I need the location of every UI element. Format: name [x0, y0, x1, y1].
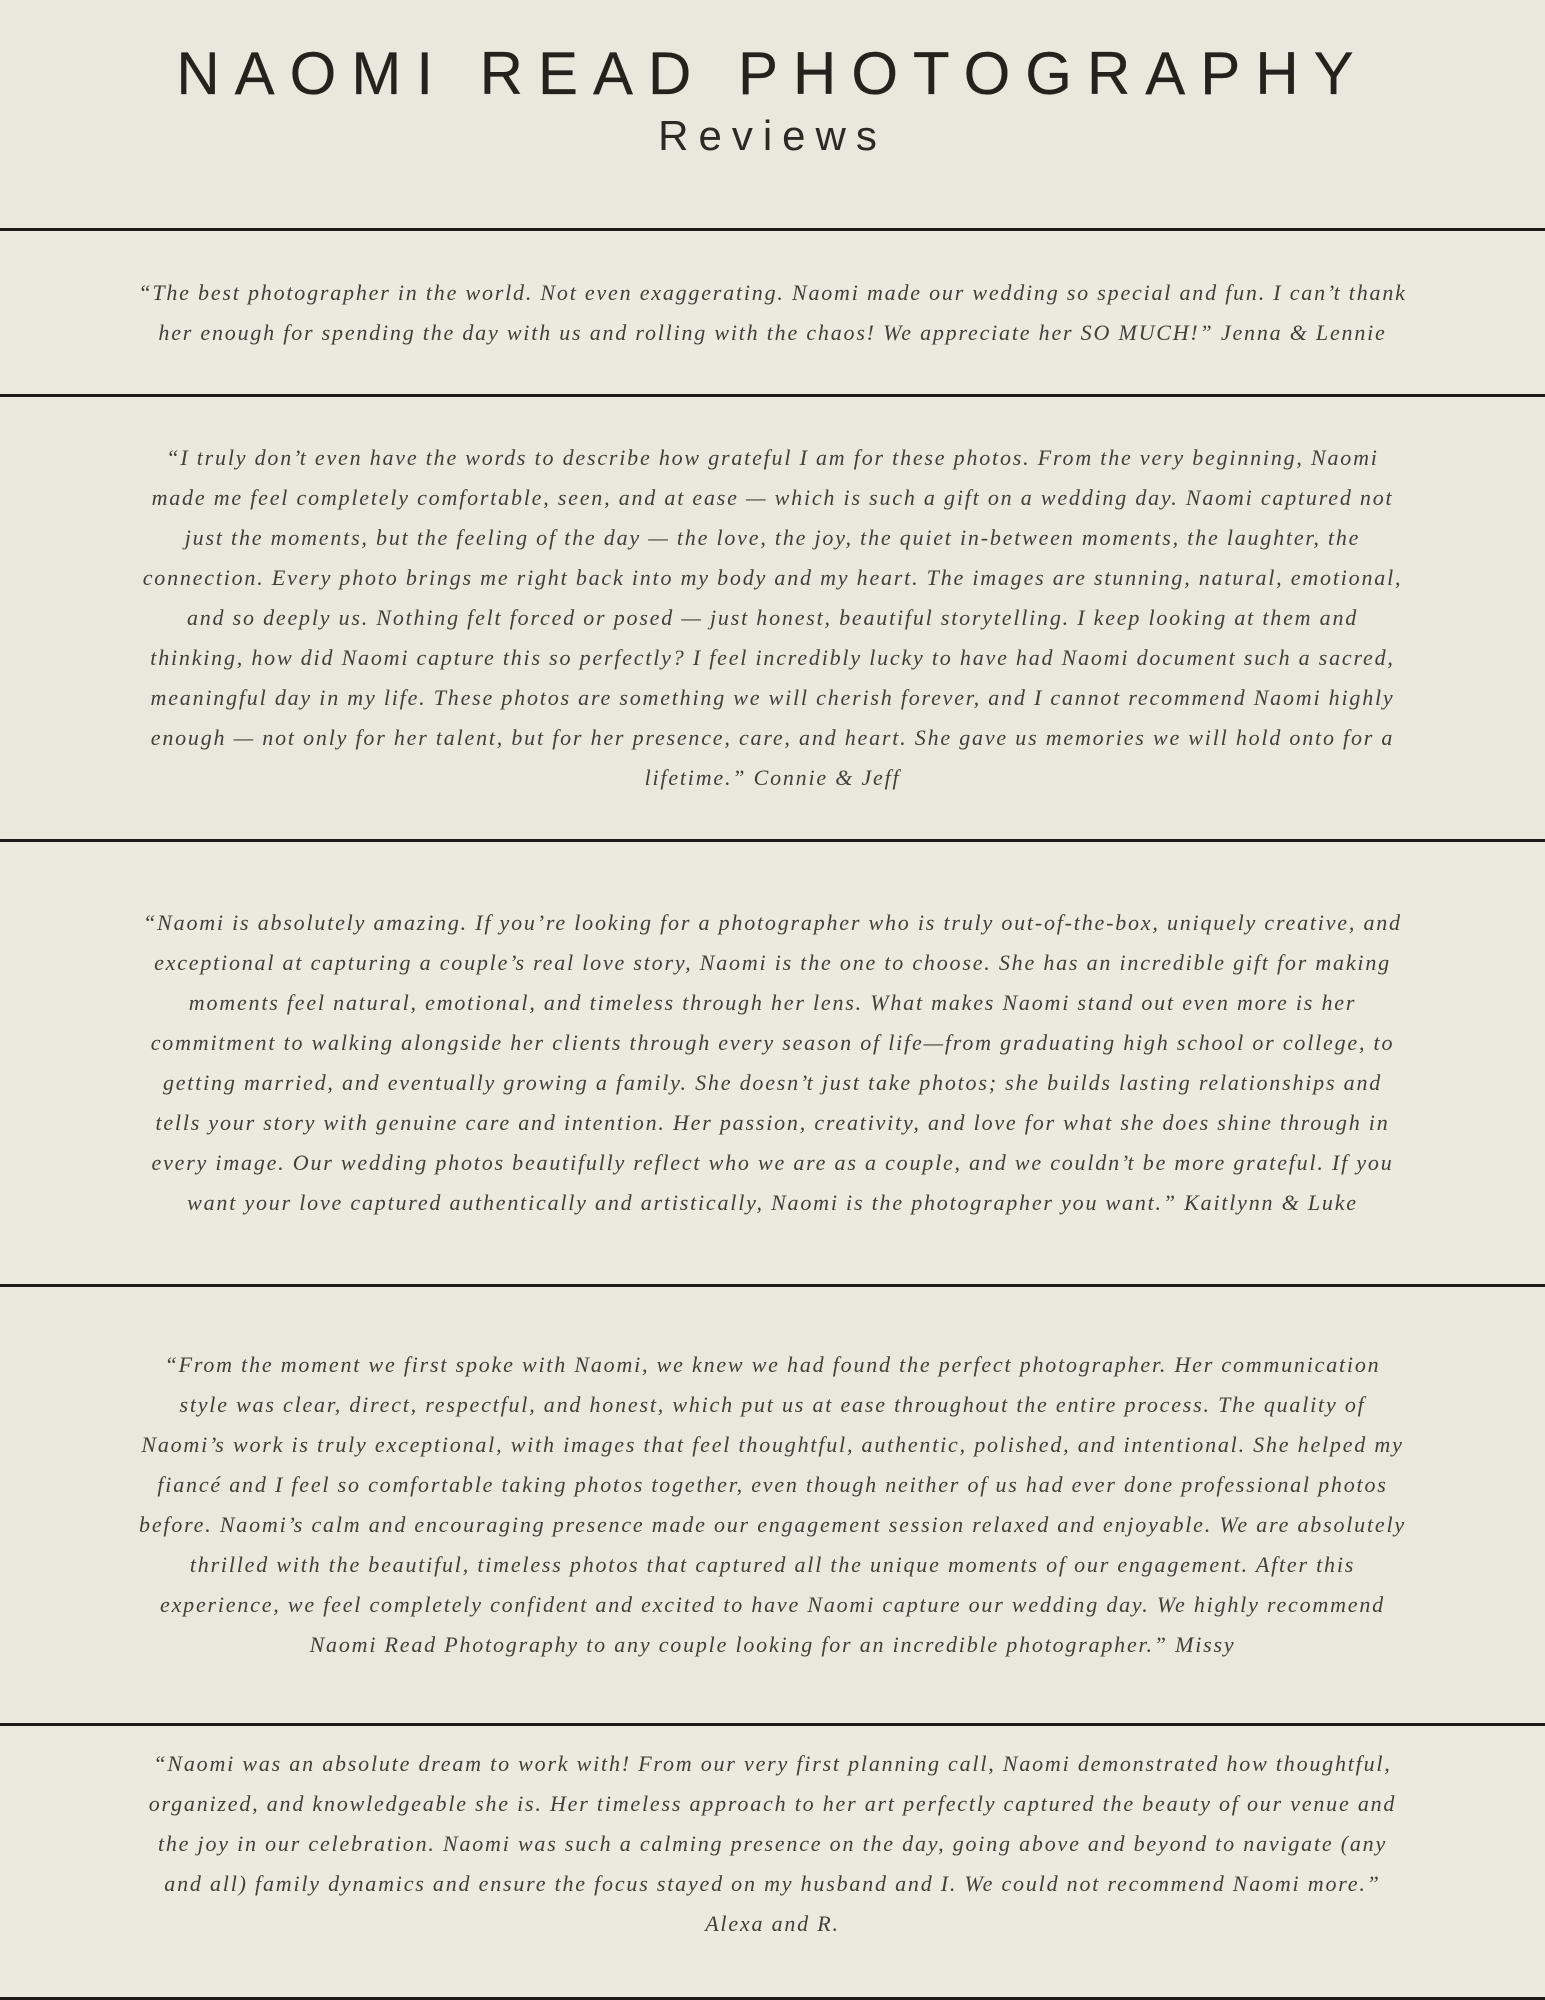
review-section-2 [0, 397, 1545, 839]
review-section-4 [0, 1287, 1545, 1723]
review-text-4: “From the moment we first spoke with Naomi, we knew we had found the perfect photographer. Her communication style was clear, direct, respectful, and honest, which put us at ease throughout the entire process. The quality of Naomi’s work is truly exceptional, with images that feel thoughtful, authentic, polished, and intentional. She helped my fiancé and I feel so comfortable taking photos together, even though neither of us had ever done professional photos before. Naomi’s calm and encouraging presence made our engagement session relaxed and enjoyable. We are absolutely thrilled with the beautiful, timeless photos that captured all the unique moments of our engagement. After this experience, we feel completely confident and excited to have Naomi capture our wedding day. We highly recommend Naomi Read Photography to any couple looking for an incredible photographer.” Missy [139, 1352, 1406, 1657]
review-text-3: “Naomi is absolutely amazing. If you’re looking for a photographer who is truly out-of-the-box, uniquely creative, and exceptional at capturing a couple’s real love story, Naomi is the one to choose. She has an incredible gift for making moments feel natural, emotional, and timeless through her lens. What makes Naomi stand out even more is her commitment to walking alongside her clients through every season of life—from graduating high school or college, to getting married, and eventually growing a family. She doesn’t just take photos; she builds lasting relationships and tells your story with genuine care and intention. Her passion, creativity, and love for what she does shine through in every image. Our wedding photos beautifully reflect who we are as a couple, and we couldn’t be more grateful. If you want your love captured authentically and artistically, Naomi is the photographer you want.” Kaitlynn & Luke [143, 910, 1402, 1215]
page-header [0, 0, 1545, 228]
review-section-5 [0, 1726, 1545, 1997]
review-section-3 [0, 842, 1545, 1284]
review-section-1 [0, 231, 1545, 394]
review-text-5: “Naomi was an absolute dream to work with! From our very first planning call, Naomi demonstrated how thoughtful, organized, and knowledgeable she is. Her timeless approach to her art perfectly captured the beauty of our venue and the joy in our celebration. Naomi was such a calming presence on the day, going above and beyond to navigate (any and all) family dynamics and ensure the focus stayed on my husband and I. We could not recommend Naomi more.” Alexa and R. [148, 1751, 1397, 1936]
page-subtitle: Reviews [658, 112, 887, 159]
review-text-2: “I truly don’t even have the words to describe how grateful I am for these photos. From the very beginning, Naomi made me feel completely comfortable, seen, and at ease — which is such a gift on a wedding day. Naomi captured not just the moments, but the feeling of the day — the love, the joy, the quiet in-between moments, the laughter, the connection. Every photo brings me right back into my body and my heart. The images are stunning, natural, emotional, and so deeply us. Nothing felt forced or posed — just honest, beautiful storytelling. I keep looking at them and thinking, how did Naomi capture this so perfectly? I feel incredibly lucky to have had Naomi document such a sacred, meaningful day in my life. These photos are something we will cherish forever, and I cannot recommend Naomi highly enough — not only for her talent, but for her presence, care, and heart. She gave us memories we will hold onto for a lifetime.” Connie & Jeff [142, 445, 1403, 790]
review-text-1: “The best photographer in the world. Not even exaggerating. Naomi made our wedding so special and fun. I can’t thank her enough for spending the day with us and rolling with the chaos! We appreciate her SO MUCH!” Jenna & Lennie [138, 279, 1407, 345]
brand-title: NAOMI READ PHOTOGRAPHY [176, 40, 1369, 107]
